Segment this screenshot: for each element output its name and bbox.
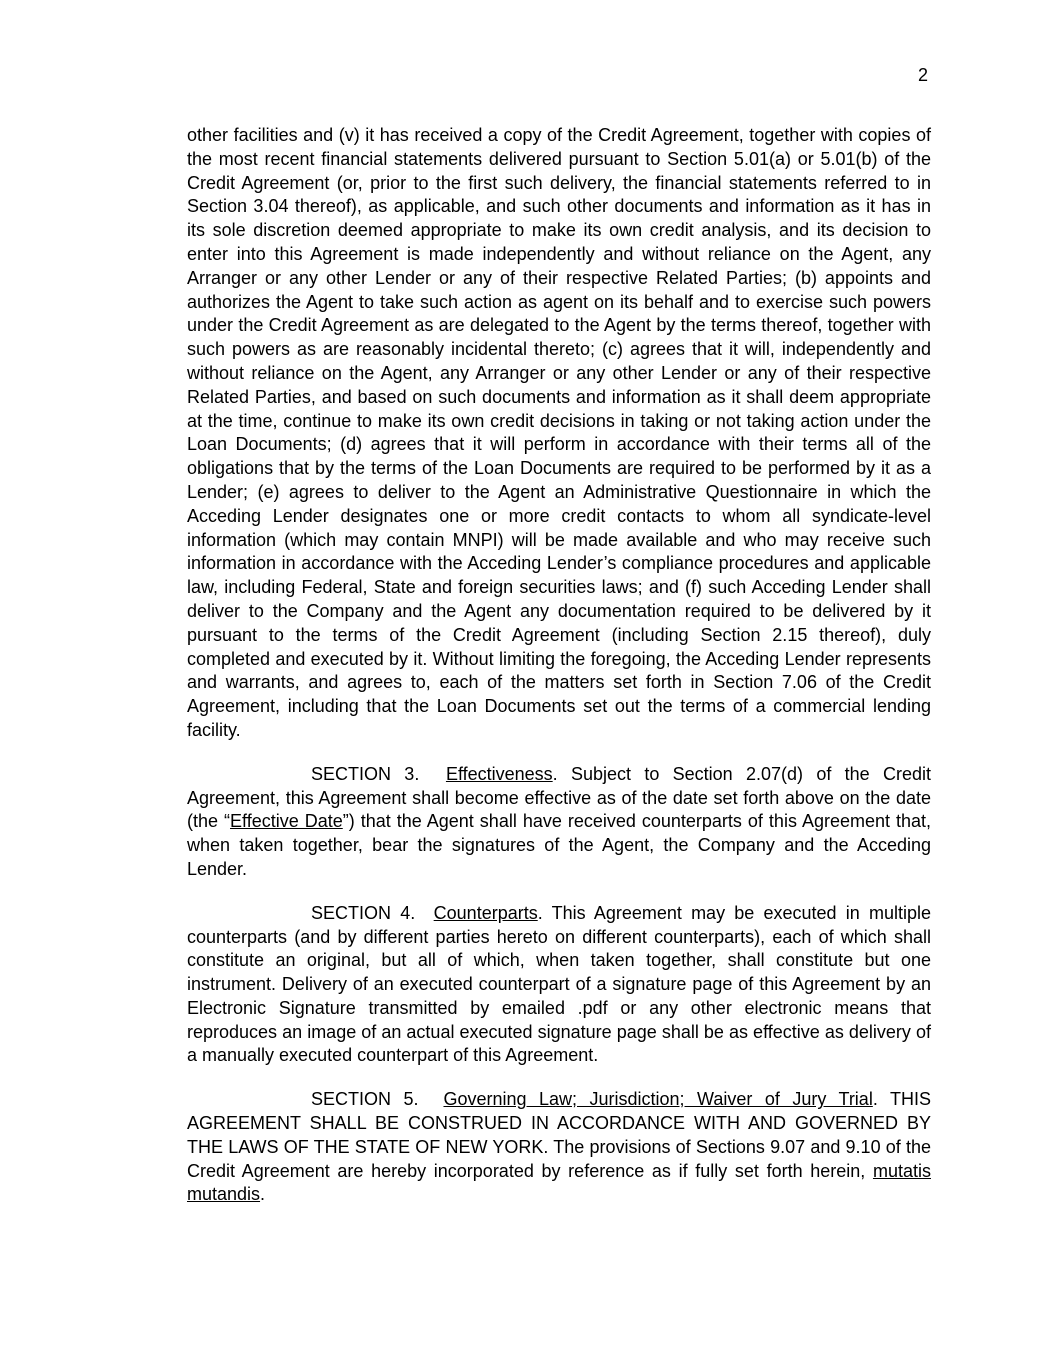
section-4-heading: Counterparts: [433, 902, 538, 923]
section-5-text: . THIS AGREEMENT SHALL BE CONSTRUED IN ACCORDANCE WITH AND GOVERNED BY THE LAWS OF THE STATE OF NEW YORK. The provisions of Sections 9.07 and 9.10 of the Credit Agreement are hereby incorporated by reference as if fully set forth herein,: [187, 1089, 931, 1181]
effective-date-term: Effective Date: [230, 811, 343, 832]
section-3-heading: Effectiveness: [445, 763, 553, 784]
section-4-paragraph: [187, 902, 931, 1069]
section-3-text-a: . Subject to Section 2.07(d) of the Credit Agreement, this Agreement shall become effective as of the date set forth above on the date (the “: [187, 763, 931, 832]
section-5-end: .: [260, 1184, 266, 1205]
section-3-paragraph: [187, 763, 931, 882]
section-4-number: SECTION 4.: [311, 902, 416, 923]
latin-term-mutandis: mutandis: [187, 1184, 261, 1205]
section-5-paragraph: [187, 1088, 931, 1207]
document-body: [187, 124, 931, 1227]
section-3-text-b: ”) that the Agent shall have received counterparts of this Agreement that, when taken together, bear the signatures of the Agent, the Company and the Acceding Lender.: [187, 811, 932, 879]
page-number: 2: [918, 65, 929, 85]
section-4-text: . This Agreement may be executed in multiple counterparts (and by different parties hereto on different counterparts), each of which shall constitute an original, but all of which, when taken together, shall constitute but one instrument. Delivery of an executed counterpart of a signature page of this Agreement by an Electronic Signature transmitted by emailed .pdf or any other electronic means that reproduces an image of an actual executed signature page shall be as effective as delivery of a manually executed counterpart of this Agreement.: [187, 902, 931, 1066]
section-5-number: SECTION 5.: [311, 1089, 419, 1110]
paragraph-continuation: other facilities and (v) it has received a copy of the Credit Agreement, together with copies of the most recent financial statements delivered pursuant to Section 5.01(a) or 5.01(b) of the Credit Agreement (or, prior to the first such delivery, the financial statements referred to in Section 3.04 thereof), as applicable, and such other documents and information as it has in its sole discretion deemed appropriate to make its own credit analysis, and its decision to enter into this Agreement is made independently and without reliance on the Agent, any Arranger or any other Lender or any of their respective Related Parties; (b) appoints and authorizes the Agent to take such action as agent on its behalf and to exercise such powers under the Credit Agreement as are delegated to the Agent by the terms thereof, together with such powers as are reasonably incidental thereto; (c) agrees that it will, independently and without reliance on the Agent, any Arranger or any other Lender or any of their respective Related Parties, and based on such documents and information as it shall deem appropriate at the time, continue to make its own credit decisions in taking or not taking action under the Loan Documents; (d) agrees that it will perform in accordance with their terms all of the obligations that by the terms of the Loan Documents are required to be performed by it as a Lender; (e) agrees to deliver to the Agent an Administrative Questionnaire in which the Acceding Lender designates one or more credit contacts to whom all syndicate-level information (which may contain MNPI) will be made available and who may receive such information in accordance with the Acceding Lender’s compliance procedures and applicable law, including Federal, State and foreign securities laws; and (f) such Acceding Lender shall deliver to the Company and the Agent any documentation required to be delivered by it pursuant to the terms of the Credit Agreement (including Section 2.15 thereof), duly completed and executed by it. Without limiting the foregoing, the Acceding Lender represents and warrants, and agrees to, each of the matters set forth in Section 7.06 of the Credit Agreement, including that the Loan Documents set out the terms of a commercial lending facility.: [187, 125, 931, 740]
latin-term-mutatis: mutatis: [872, 1160, 931, 1181]
section-3-number: SECTION 3.: [311, 763, 420, 784]
section-5-heading: Governing Law; Jurisdiction; Waiver of Jury Trial: [443, 1089, 873, 1110]
